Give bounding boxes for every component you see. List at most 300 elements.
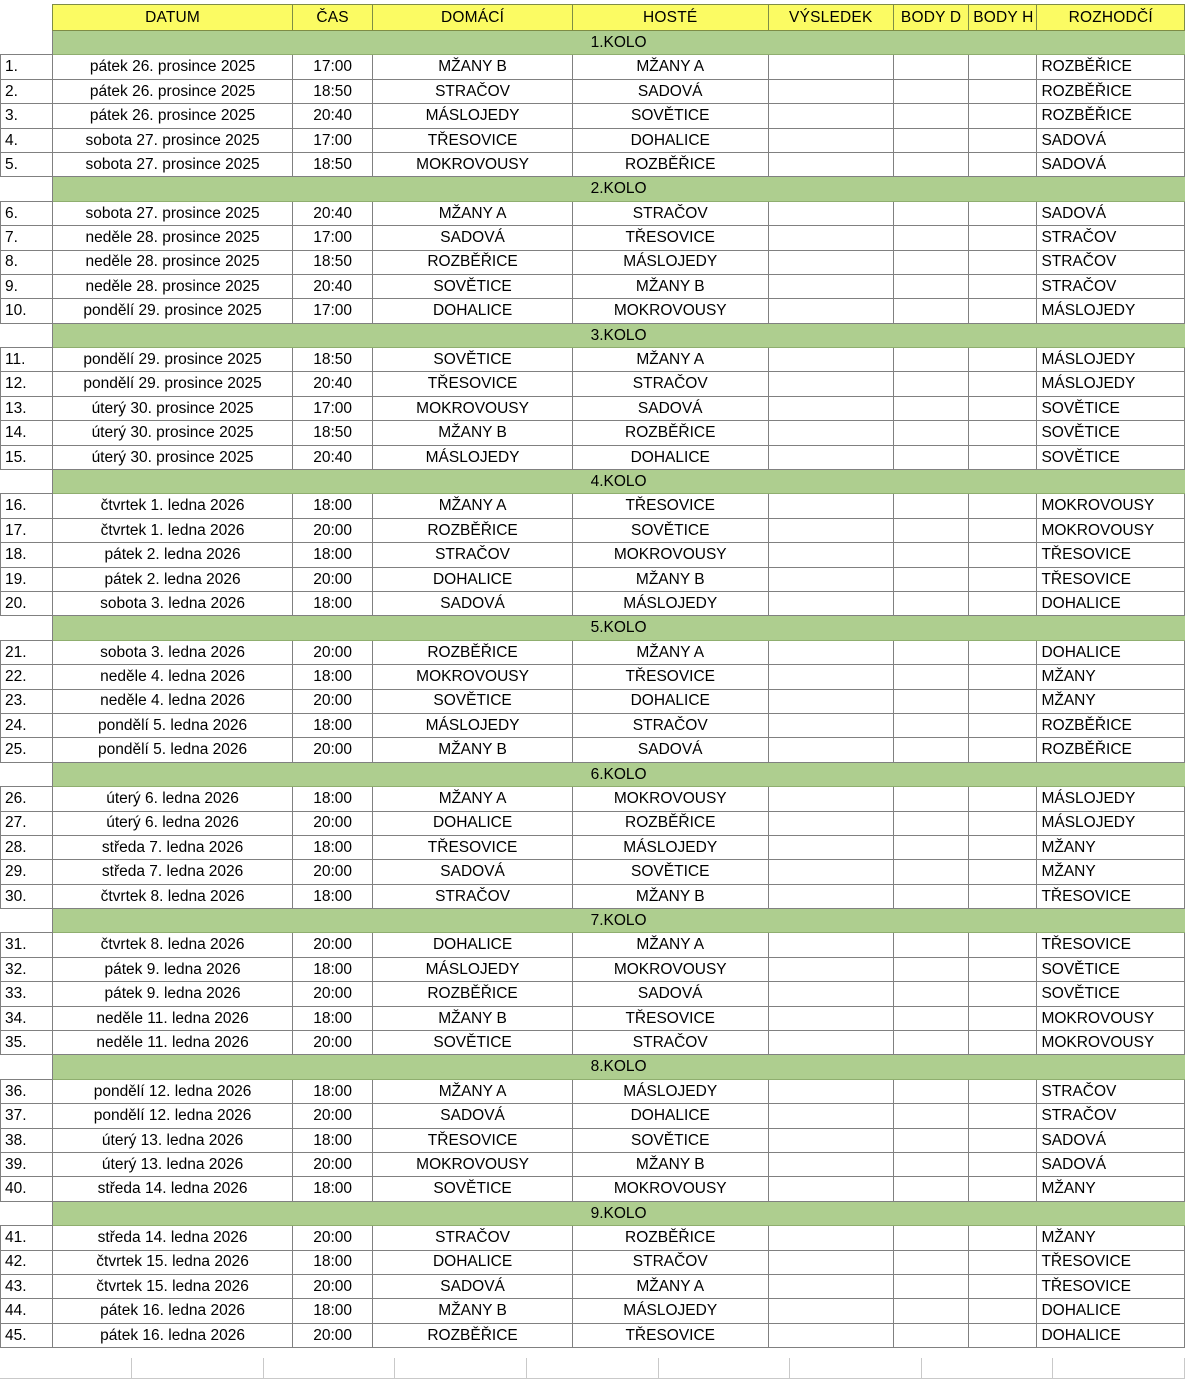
points-home-cell[interactable] [893, 1299, 968, 1323]
table-row [1, 55, 1185, 79]
match-date-cell: čtvrtek 8. ledna 2026 [53, 933, 293, 957]
referee-cell: MÁSLOJEDY [1037, 348, 1185, 372]
result-cell[interactable] [768, 835, 893, 859]
match-date-cell: neděle 28. prosince 2025 [53, 226, 293, 250]
home-team-cell: MOKROVOUSY [373, 665, 573, 689]
table-row [1, 738, 1185, 762]
points-home-cell[interactable] [893, 1031, 968, 1055]
result-cell[interactable] [768, 445, 893, 469]
match-date-cell: pátek 2. ledna 2026 [53, 543, 293, 567]
result-cell[interactable] [768, 128, 893, 152]
points-home-cell[interactable] [893, 665, 968, 689]
points-away-cell[interactable] [969, 860, 1037, 884]
home-team-cell: MŽANY A [373, 1079, 573, 1103]
round-label: 1.KOLO [53, 31, 1185, 55]
row-number-cell: 34. [1, 1006, 53, 1030]
points-home-cell[interactable] [893, 591, 968, 615]
table-row [1, 640, 1185, 664]
home-team-cell: SADOVÁ [373, 860, 573, 884]
points-home-cell[interactable] [893, 396, 968, 420]
points-away-cell[interactable] [969, 835, 1037, 859]
row-number-cell: 14. [1, 421, 53, 445]
row-number-cell: 31. [1, 933, 53, 957]
points-away-cell[interactable] [969, 274, 1037, 298]
row-number-cell: 11. [1, 348, 53, 372]
points-home-cell[interactable] [893, 787, 968, 811]
column-header-body-h[interactable]: BODY H [969, 5, 1037, 31]
points-away-cell[interactable] [969, 421, 1037, 445]
match-time-cell: 17:00 [292, 55, 372, 79]
result-cell[interactable] [768, 348, 893, 372]
away-team-cell: MÁSLOJEDY [572, 1079, 768, 1103]
row-number-cell: 5. [1, 152, 53, 176]
points-home-cell[interactable] [893, 1152, 968, 1176]
row-number-cell: 38. [1, 1128, 53, 1152]
match-date-cell: sobota 3. ledna 2026 [53, 591, 293, 615]
match-time-cell: 18:50 [292, 348, 372, 372]
home-team-cell: ROZBĚŘICE [373, 1323, 573, 1347]
table-row [1, 1299, 1185, 1323]
result-cell[interactable] [768, 1128, 893, 1152]
table-row [1, 567, 1185, 591]
column-header-datum[interactable]: DATUM [53, 5, 293, 31]
round-rownum-spacer [1, 1201, 53, 1225]
row-number-cell: 8. [1, 250, 53, 274]
away-team-cell: MÁSLOJEDY [572, 835, 768, 859]
points-home-cell[interactable] [893, 933, 968, 957]
result-cell[interactable] [768, 543, 893, 567]
table-row [1, 421, 1185, 445]
table-row [1, 250, 1185, 274]
points-away-cell[interactable] [969, 713, 1037, 737]
points-away-cell[interactable] [969, 372, 1037, 396]
result-cell[interactable] [768, 79, 893, 103]
referee-cell: DOHALICE [1037, 591, 1185, 615]
table-row [1, 152, 1185, 176]
round-rownum-spacer [1, 177, 53, 201]
points-away-cell[interactable] [969, 494, 1037, 518]
points-home-cell[interactable] [893, 55, 968, 79]
points-home-cell[interactable] [893, 1006, 968, 1030]
referee-cell: MÁSLOJEDY [1037, 299, 1185, 323]
points-home-cell[interactable] [893, 957, 968, 981]
points-away-cell[interactable] [969, 348, 1037, 372]
row-number-cell: 16. [1, 494, 53, 518]
match-time-cell: 18:50 [292, 250, 372, 274]
away-team-cell: MŽANY B [572, 884, 768, 908]
result-cell[interactable] [768, 372, 893, 396]
table-row [1, 665, 1185, 689]
points-away-cell[interactable] [969, 79, 1037, 103]
referee-cell: MŽANY [1037, 689, 1185, 713]
header-row [1, 5, 1185, 31]
match-time-cell: 18:00 [292, 1299, 372, 1323]
result-cell[interactable] [768, 1299, 893, 1323]
match-time-cell: 20:40 [292, 104, 372, 128]
points-home-cell[interactable] [893, 811, 968, 835]
match-date-cell: neděle 11. ledna 2026 [53, 1031, 293, 1055]
column-header-hoste[interactable]: HOSTÉ [572, 5, 768, 31]
row-number-cell: 21. [1, 640, 53, 664]
referee-cell: STRAČOV [1037, 274, 1185, 298]
home-team-cell: MŽANY B [373, 55, 573, 79]
row-number-cell: 19. [1, 567, 53, 591]
match-time-cell: 20:00 [292, 1274, 372, 1298]
points-home-cell[interactable] [893, 860, 968, 884]
result-cell[interactable] [768, 1152, 893, 1176]
away-team-cell: MŽANY B [572, 567, 768, 591]
match-schedule-table [0, 4, 1185, 1348]
points-away-cell[interactable] [969, 152, 1037, 176]
points-home-cell[interactable] [893, 1128, 968, 1152]
table-row [1, 543, 1185, 567]
round-separator-row [1, 1055, 1185, 1079]
result-cell[interactable] [768, 518, 893, 542]
points-away-cell[interactable] [969, 933, 1037, 957]
points-away-cell[interactable] [969, 665, 1037, 689]
home-team-cell: SOVĚTICE [373, 1031, 573, 1055]
home-team-cell: MŽANY A [373, 787, 573, 811]
spreadsheet-sheet [0, 4, 1200, 1379]
points-away-cell[interactable] [969, 1323, 1037, 1347]
points-away-cell[interactable] [969, 128, 1037, 152]
referee-cell: DOHALICE [1037, 640, 1185, 664]
round-separator-row [1, 1201, 1185, 1225]
away-team-cell: MÁSLOJEDY [572, 1299, 768, 1323]
referee-cell: MŽANY [1037, 860, 1185, 884]
points-away-cell[interactable] [969, 738, 1037, 762]
referee-cell: MOKROVOUSY [1037, 1006, 1185, 1030]
match-date-cell: pátek 9. ledna 2026 [53, 982, 293, 1006]
round-rownum-spacer [1, 762, 53, 786]
points-away-cell[interactable] [969, 957, 1037, 981]
points-away-cell[interactable] [969, 1226, 1037, 1250]
result-cell[interactable] [768, 299, 893, 323]
points-away-cell[interactable] [969, 518, 1037, 542]
points-home-cell[interactable] [893, 1079, 968, 1103]
result-cell[interactable] [768, 713, 893, 737]
away-team-cell: STRAČOV [572, 713, 768, 737]
table-row [1, 445, 1185, 469]
home-team-cell: MŽANY B [373, 1006, 573, 1030]
points-home-cell[interactable] [893, 1323, 968, 1347]
referee-cell: MŽANY [1037, 1226, 1185, 1250]
points-away-cell[interactable] [969, 1274, 1037, 1298]
points-away-cell[interactable] [969, 1152, 1037, 1176]
points-away-cell[interactable] [969, 543, 1037, 567]
points-away-cell[interactable] [969, 445, 1037, 469]
referee-cell: ROZBĚŘICE [1037, 738, 1185, 762]
row-number-cell: 42. [1, 1250, 53, 1274]
row-number-cell: 7. [1, 226, 53, 250]
points-away-cell[interactable] [969, 1299, 1037, 1323]
points-home-cell[interactable] [893, 348, 968, 372]
table-row [1, 1128, 1185, 1152]
points-away-cell[interactable] [969, 250, 1037, 274]
result-cell[interactable] [768, 640, 893, 664]
table-row [1, 226, 1185, 250]
referee-cell: TŘESOVICE [1037, 567, 1185, 591]
match-date-cell: pátek 2. ledna 2026 [53, 567, 293, 591]
away-team-cell: TŘESOVICE [572, 494, 768, 518]
points-away-cell[interactable] [969, 299, 1037, 323]
match-date-cell: sobota 3. ledna 2026 [53, 640, 293, 664]
match-date-cell: sobota 27. prosince 2025 [53, 128, 293, 152]
match-date-cell: pátek 9. ledna 2026 [53, 957, 293, 981]
referee-cell: SOVĚTICE [1037, 396, 1185, 420]
result-cell[interactable] [768, 811, 893, 835]
home-team-cell: DOHALICE [373, 567, 573, 591]
points-away-cell[interactable] [969, 787, 1037, 811]
result-cell[interactable] [768, 1104, 893, 1128]
row-number-cell: 45. [1, 1323, 53, 1347]
result-cell[interactable] [768, 860, 893, 884]
home-team-cell: SOVĚTICE [373, 274, 573, 298]
referee-cell: MÁSLOJEDY [1037, 372, 1185, 396]
home-team-cell: ROZBĚŘICE [373, 640, 573, 664]
referee-cell: SOVĚTICE [1037, 445, 1185, 469]
row-number-cell: 4. [1, 128, 53, 152]
column-header-rozhodci[interactable]: ROZHODČÍ [1037, 5, 1185, 31]
points-home-cell[interactable] [893, 689, 968, 713]
referee-cell: MOKROVOUSY [1037, 518, 1185, 542]
points-away-cell[interactable] [969, 1006, 1037, 1030]
points-away-cell[interactable] [969, 884, 1037, 908]
home-team-cell: SADOVÁ [373, 226, 573, 250]
points-away-cell[interactable] [969, 689, 1037, 713]
column-header-domaci[interactable]: DOMÁCÍ [373, 5, 573, 31]
table-row [1, 860, 1185, 884]
referee-cell: SOVĚTICE [1037, 957, 1185, 981]
points-away-cell[interactable] [969, 226, 1037, 250]
points-away-cell[interactable] [969, 1128, 1037, 1152]
table-header [1, 5, 1185, 31]
points-home-cell[interactable] [893, 372, 968, 396]
result-cell[interactable] [768, 1177, 893, 1201]
points-away-cell[interactable] [969, 104, 1037, 128]
away-team-cell: SADOVÁ [572, 396, 768, 420]
row-number-cell: 17. [1, 518, 53, 542]
points-home-cell[interactable] [893, 104, 968, 128]
home-team-cell: MOKROVOUSY [373, 1152, 573, 1176]
points-home-cell[interactable] [893, 982, 968, 1006]
home-team-cell: DOHALICE [373, 1250, 573, 1274]
round-label: 4.KOLO [53, 470, 1185, 494]
points-home-cell[interactable] [893, 226, 968, 250]
table-body [1, 31, 1185, 1348]
match-time-cell: 18:00 [292, 1128, 372, 1152]
result-cell[interactable] [768, 1079, 893, 1103]
match-time-cell: 18:00 [292, 957, 372, 981]
match-time-cell: 20:40 [292, 445, 372, 469]
points-away-cell[interactable] [969, 1031, 1037, 1055]
points-away-cell[interactable] [969, 1104, 1037, 1128]
points-home-cell[interactable] [893, 1226, 968, 1250]
result-cell[interactable] [768, 1274, 893, 1298]
away-team-cell: MOKROVOUSY [572, 787, 768, 811]
match-time-cell: 18:00 [292, 1006, 372, 1030]
result-cell[interactable] [768, 104, 893, 128]
points-home-cell[interactable] [893, 299, 968, 323]
result-cell[interactable] [768, 1250, 893, 1274]
points-away-cell[interactable] [969, 1250, 1037, 1274]
result-cell[interactable] [768, 494, 893, 518]
points-away-cell[interactable] [969, 201, 1037, 225]
column-header-vysledek[interactable]: VÝSLEDEK [768, 5, 893, 31]
referee-cell: STRAČOV [1037, 1079, 1185, 1103]
match-date-cell: středa 7. ledna 2026 [53, 835, 293, 859]
result-cell[interactable] [768, 226, 893, 250]
row-number-cell: 30. [1, 884, 53, 908]
table-row [1, 518, 1185, 542]
row-number-cell: 18. [1, 543, 53, 567]
points-home-cell[interactable] [893, 1274, 968, 1298]
referee-cell: SADOVÁ [1037, 1128, 1185, 1152]
away-team-cell: MOKROVOUSY [572, 1177, 768, 1201]
referee-cell: STRAČOV [1037, 250, 1185, 274]
points-home-cell[interactable] [893, 543, 968, 567]
result-cell[interactable] [768, 396, 893, 420]
away-team-cell: MŽANY A [572, 640, 768, 664]
points-away-cell[interactable] [969, 1079, 1037, 1103]
result-cell[interactable] [768, 1031, 893, 1055]
result-cell[interactable] [768, 274, 893, 298]
result-cell[interactable] [768, 738, 893, 762]
home-team-cell: MŽANY B [373, 738, 573, 762]
away-team-cell: ROZBĚŘICE [572, 811, 768, 835]
match-time-cell: 18:50 [292, 152, 372, 176]
home-team-cell: SADOVÁ [373, 591, 573, 615]
match-time-cell: 18:00 [292, 543, 372, 567]
points-home-cell[interactable] [893, 274, 968, 298]
points-home-cell[interactable] [893, 738, 968, 762]
table-row [1, 933, 1185, 957]
row-number-cell: 22. [1, 665, 53, 689]
away-team-cell: SADOVÁ [572, 738, 768, 762]
points-home-cell[interactable] [893, 713, 968, 737]
result-cell[interactable] [768, 1323, 893, 1347]
match-date-cell: pondělí 29. prosince 2025 [53, 299, 293, 323]
result-cell[interactable] [768, 1226, 893, 1250]
table-row [1, 591, 1185, 615]
points-home-cell[interactable] [893, 152, 968, 176]
result-cell[interactable] [768, 250, 893, 274]
result-cell[interactable] [768, 591, 893, 615]
match-time-cell: 20:00 [292, 811, 372, 835]
table-row [1, 104, 1185, 128]
away-team-cell: DOHALICE [572, 445, 768, 469]
result-cell[interactable] [768, 689, 893, 713]
points-home-cell[interactable] [893, 79, 968, 103]
row-number-cell: 23. [1, 689, 53, 713]
points-home-cell[interactable] [893, 884, 968, 908]
away-team-cell: MŽANY A [572, 933, 768, 957]
points-home-cell[interactable] [893, 421, 968, 445]
table-row [1, 884, 1185, 908]
round-label: 9.KOLO [53, 1201, 1185, 1225]
round-separator-row [1, 762, 1185, 786]
match-date-cell: pondělí 12. ledna 2026 [53, 1079, 293, 1103]
points-home-cell[interactable] [893, 1250, 968, 1274]
points-home-cell[interactable] [893, 128, 968, 152]
result-cell[interactable] [768, 665, 893, 689]
result-cell[interactable] [768, 567, 893, 591]
row-number-cell: 36. [1, 1079, 53, 1103]
result-cell[interactable] [768, 201, 893, 225]
column-header-cas[interactable]: ČAS [292, 5, 372, 31]
points-home-cell[interactable] [893, 835, 968, 859]
result-cell[interactable] [768, 1006, 893, 1030]
result-cell[interactable] [768, 982, 893, 1006]
empty-cell [132, 1358, 264, 1378]
row-number-cell: 3. [1, 104, 53, 128]
result-cell[interactable] [768, 421, 893, 445]
round-label: 7.KOLO [53, 909, 1185, 933]
result-cell[interactable] [768, 884, 893, 908]
row-number-cell: 33. [1, 982, 53, 1006]
result-cell[interactable] [768, 55, 893, 79]
column-header-body-d[interactable]: BODY D [893, 5, 968, 31]
referee-cell: DOHALICE [1037, 1299, 1185, 1323]
match-time-cell: 17:00 [292, 299, 372, 323]
points-home-cell[interactable] [893, 567, 968, 591]
away-team-cell: DOHALICE [572, 689, 768, 713]
table-row [1, 274, 1185, 298]
points-away-cell[interactable] [969, 567, 1037, 591]
match-date-cell: pátek 26. prosince 2025 [53, 104, 293, 128]
points-away-cell[interactable] [969, 55, 1037, 79]
home-team-cell: MŽANY B [373, 1299, 573, 1323]
referee-cell: TŘESOVICE [1037, 543, 1185, 567]
result-cell[interactable] [768, 957, 893, 981]
result-cell[interactable] [768, 787, 893, 811]
round-label: 3.KOLO [53, 323, 1185, 347]
round-separator-row [1, 323, 1185, 347]
match-date-cell: čtvrtek 8. ledna 2026 [53, 884, 293, 908]
points-home-cell[interactable] [893, 250, 968, 274]
away-team-cell: ROZBĚŘICE [572, 421, 768, 445]
match-time-cell: 20:00 [292, 1152, 372, 1176]
points-home-cell[interactable] [893, 201, 968, 225]
empty-cell [1053, 1358, 1185, 1378]
referee-cell: ROZBĚŘICE [1037, 55, 1185, 79]
home-team-cell: SOVĚTICE [373, 1177, 573, 1201]
points-home-cell[interactable] [893, 494, 968, 518]
result-cell[interactable] [768, 933, 893, 957]
points-away-cell[interactable] [969, 640, 1037, 664]
row-number-cell: 39. [1, 1152, 53, 1176]
match-time-cell: 20:00 [292, 982, 372, 1006]
points-away-cell[interactable] [969, 591, 1037, 615]
points-away-cell[interactable] [969, 982, 1037, 1006]
match-time-cell: 20:40 [292, 274, 372, 298]
points-home-cell[interactable] [893, 445, 968, 469]
row-number-cell: 24. [1, 713, 53, 737]
round-rownum-spacer [1, 470, 53, 494]
result-cell[interactable] [768, 152, 893, 176]
points-away-cell[interactable] [969, 1177, 1037, 1201]
table-row [1, 372, 1185, 396]
points-home-cell[interactable] [893, 1104, 968, 1128]
points-home-cell[interactable] [893, 1177, 968, 1201]
row-number-cell: 1. [1, 55, 53, 79]
match-date-cell: čtvrtek 1. ledna 2026 [53, 518, 293, 542]
points-home-cell[interactable] [893, 640, 968, 664]
points-home-cell[interactable] [893, 518, 968, 542]
row-number-cell: 12. [1, 372, 53, 396]
points-away-cell[interactable] [969, 811, 1037, 835]
points-away-cell[interactable] [969, 396, 1037, 420]
